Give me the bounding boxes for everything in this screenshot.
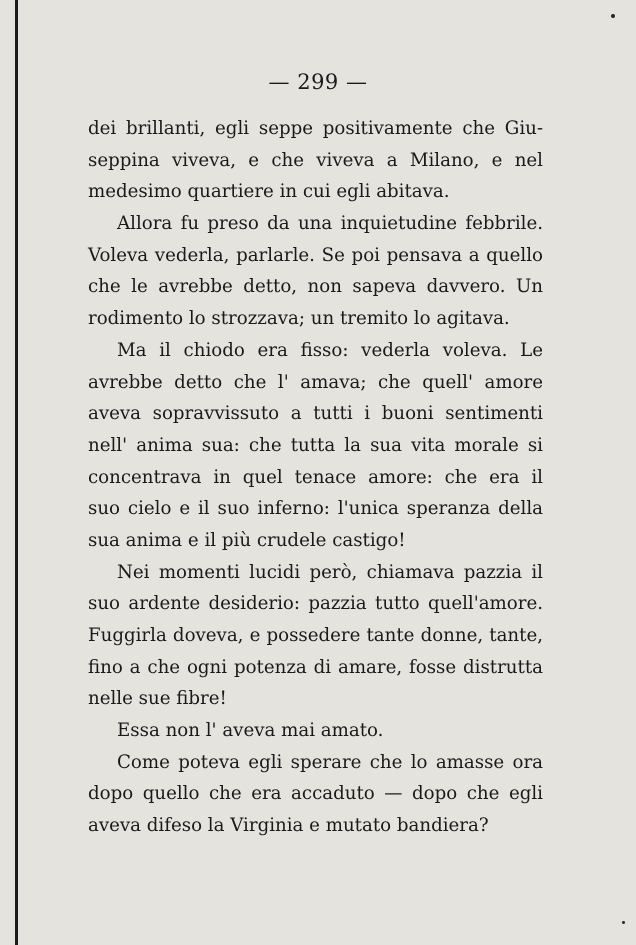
text-line: aveva sopravvissuto a tutti i buoni sentimenti [88,403,543,425]
text-line: dopo quello che era accaduto — dopo che egli [88,783,543,805]
text-line: Ma il chiodo era fisso: vederla voleva. Le [117,339,543,361]
text-line: fino a che ogni potenza di amare, fosse distrutta [88,656,543,678]
text-line: nelle sue fibre! [88,688,227,710]
text-line: Allora fu preso da una inquietudine febbrile. [117,213,543,235]
page-number: — 299 — [268,70,368,94]
text-line: medesimo quartiere in cui egli abitava. [88,181,450,203]
paper-speck [622,921,625,924]
text-line: rodimento lo strozzava; un tremito lo agitava. [88,308,510,330]
text-line: nell' anima sua: che tutta la sua vita morale si [88,434,543,456]
text-line: suo cielo e il suo inferno: l'unica speranza della [88,498,543,520]
text-line: avrebbe detto che l' amava; che quell' amore [88,371,543,393]
text-line: Voleva vederla, parlarle. Se poi pensava a quello [88,244,543,266]
text-line: dei brillanti, egli seppe positivamente che Giu- [88,118,543,139]
paper-speck [611,14,615,18]
text-line: aveva difeso la Virginia e mutato bandiera? [88,815,489,837]
text-line: che le avrebbe detto, non sapeva davvero. Un [88,276,543,298]
text-line: sua anima e il più crudele castigo! [88,529,406,551]
page-edge-shadow [15,0,18,945]
text-line: seppina viveva, e che viveva a Milano, e nel [88,149,543,171]
text-line: Essa non l' aveva mai amato. [117,720,384,742]
text-line: Come poteva egli sperare che lo amasse ora [117,751,543,773]
text-line: concentrava in quel tenace amore: che era il [88,466,543,488]
text-line: suo ardente desiderio: pazzia tutto quell'amore. [88,593,543,615]
body-text [88,113,543,842]
text-line: Fuggirla doveva, e possedere tante donne, tante, [88,625,543,646]
text-line: Nei momenti lucidi però, chiamava pazzia il [117,561,543,583]
